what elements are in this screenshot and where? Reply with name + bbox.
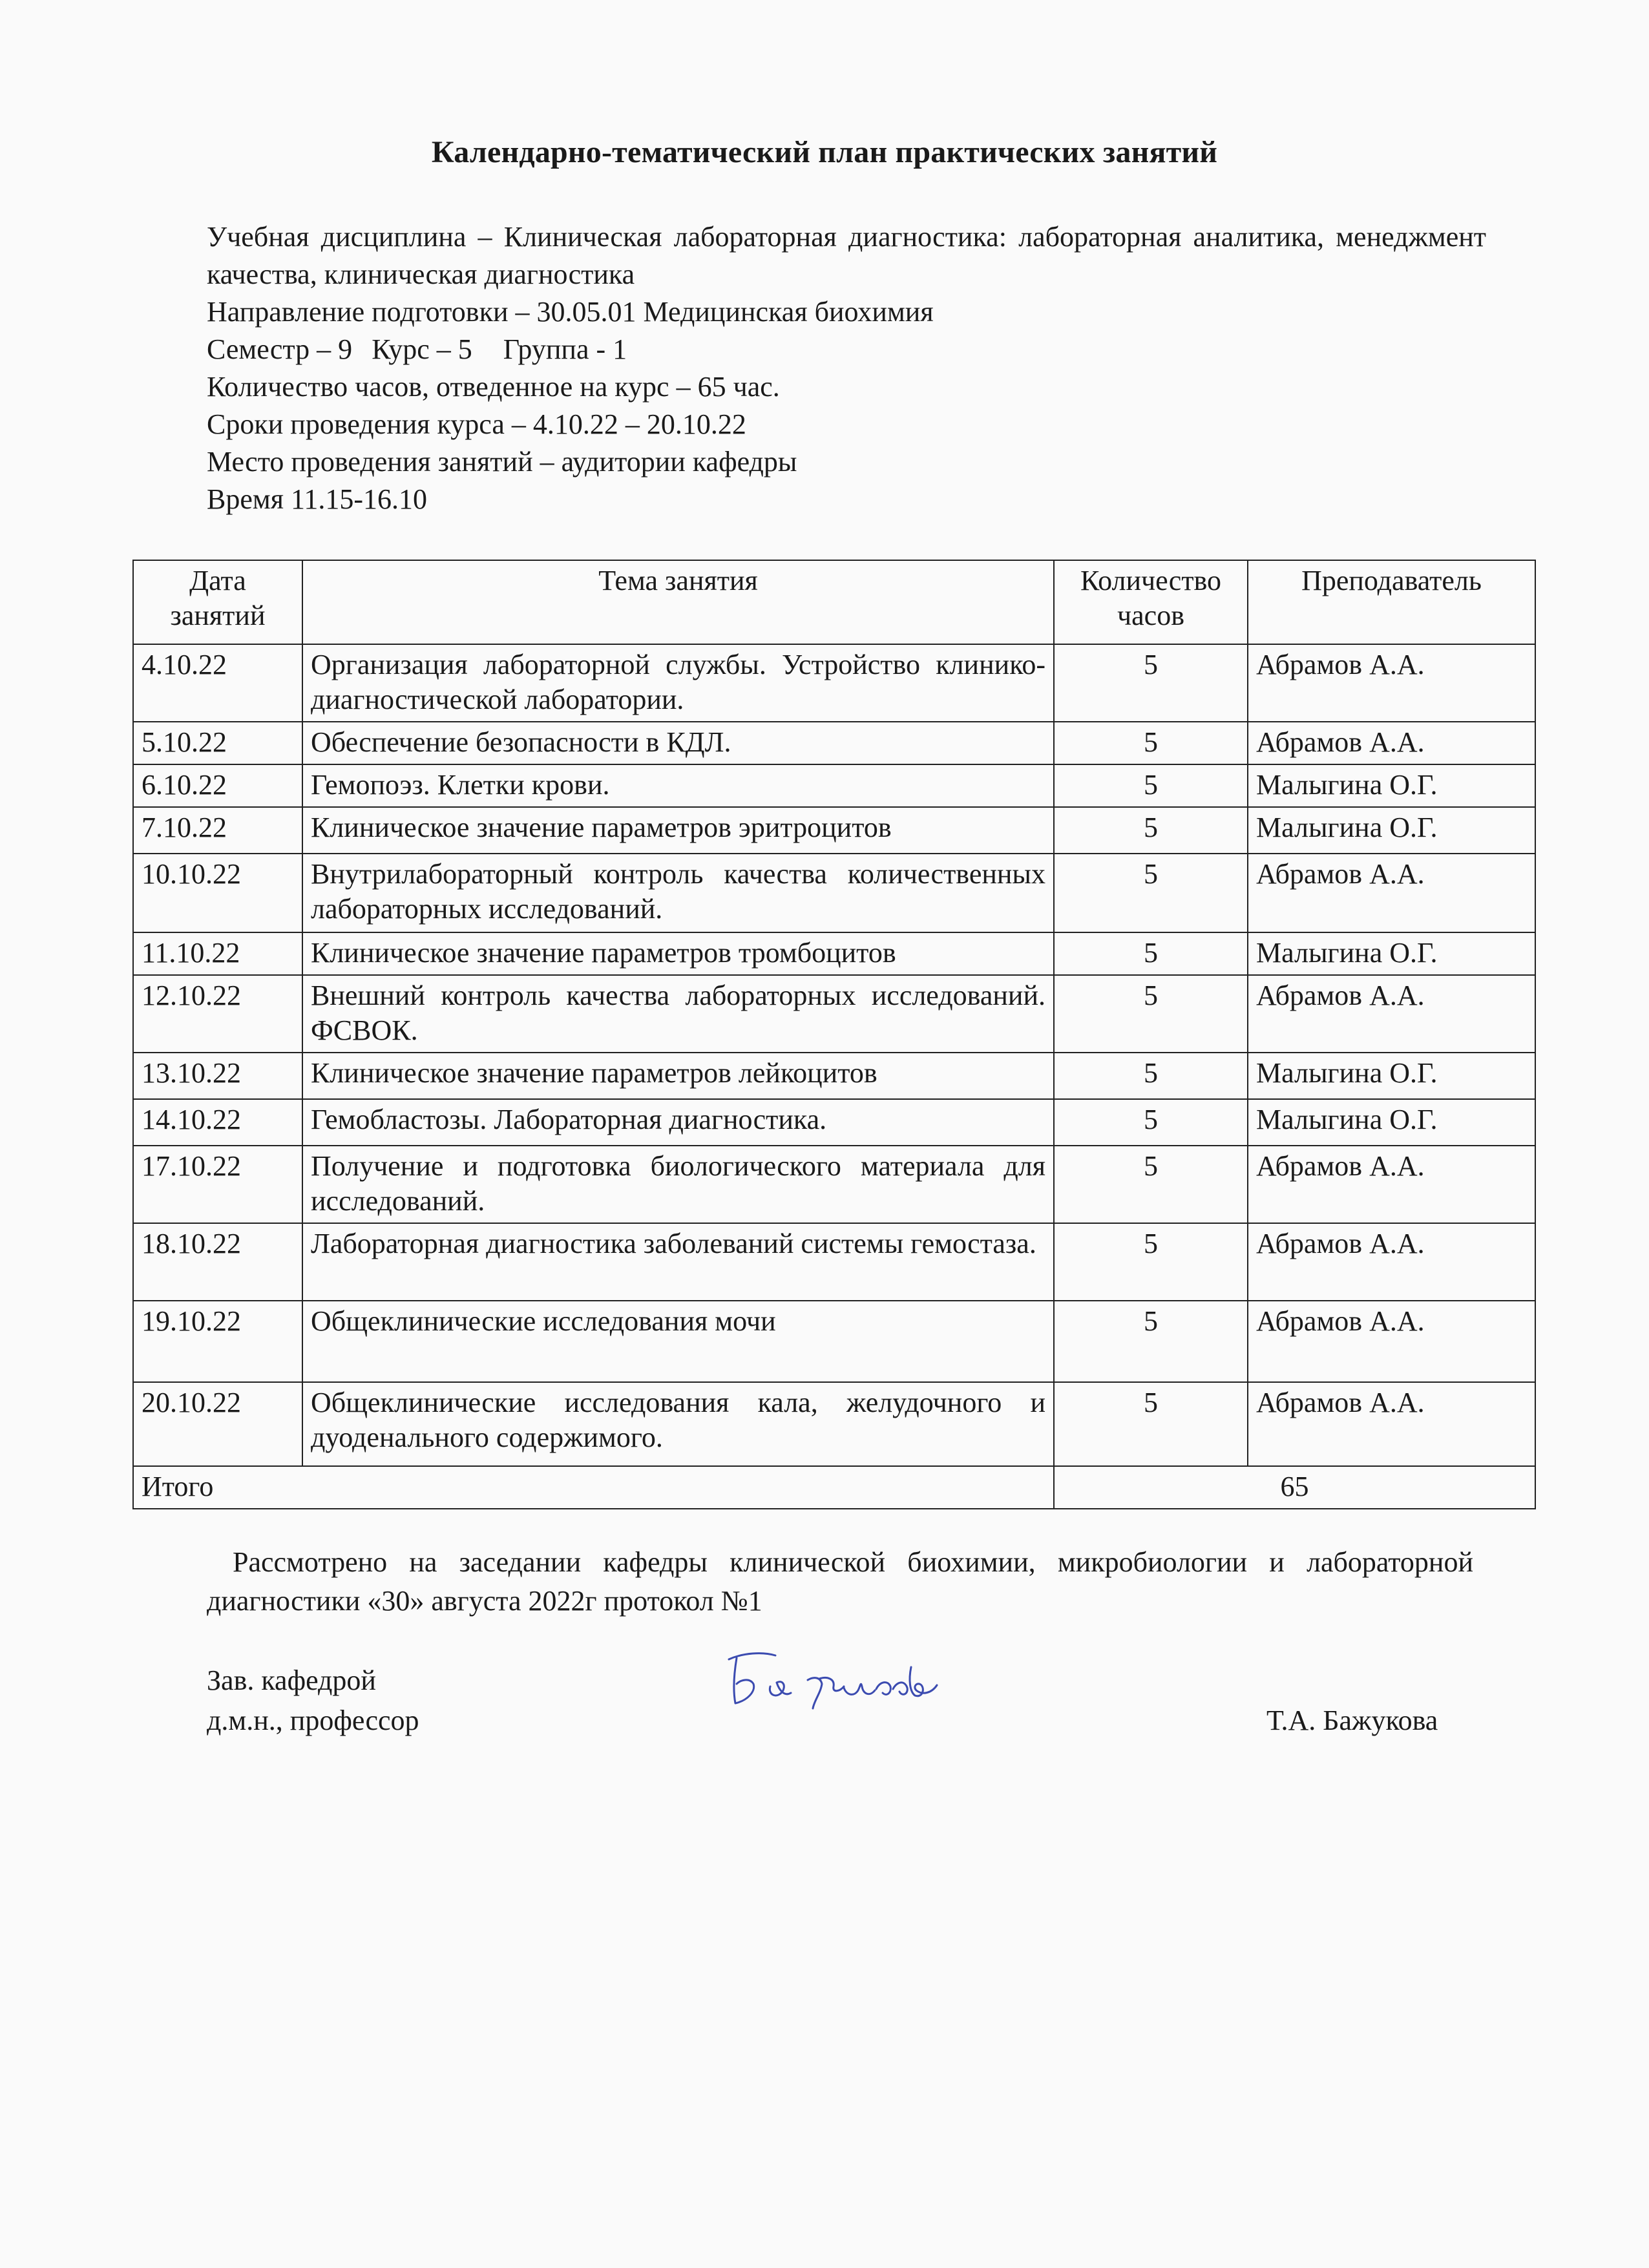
cell-hours: 5 [1054, 1146, 1248, 1223]
cell-hours: 5 [1054, 932, 1248, 975]
cell-topic: Общеклинические исследования мочи [302, 1301, 1054, 1382]
table-row [133, 1146, 1535, 1223]
table-row [133, 1382, 1535, 1466]
cell-date: 20.10.22 [133, 1382, 302, 1466]
table-row [133, 854, 1535, 932]
cell-topic: Гемопоэз. Клетки крови. [302, 764, 1054, 807]
approval-note: Рассмотрено на заседании кафедры клинической биохимии, микробиологии и лабораторной диагностики «30» августа 2022г протокол №1 [207, 1546, 1473, 1617]
cell-topic: Внешний контроль качества лабораторных исследований. ФСВОК. [302, 975, 1054, 1053]
table-row [133, 932, 1535, 975]
cell-date: 14.10.22 [133, 1099, 302, 1146]
total-value: 65 [1054, 1466, 1535, 1509]
cell-topic: Внутрилабораторный контроль качества количественных лабораторных исследований. [302, 854, 1054, 932]
semester-value: Семестр – 9 [207, 333, 353, 365]
document-title: Календарно-тематический план практических занятий [431, 135, 1218, 169]
table-row [133, 1099, 1535, 1146]
cell-topic: Лабораторная диагностика заболеваний системы гемостаза. [302, 1223, 1054, 1301]
discipline-line: Учебная дисциплина – Клиническая лабораторная диагностика: лабораторная аналитика, менеджмент качества, клиническая диагностика [207, 221, 1486, 290]
header-teacher: Преподаватель [1248, 560, 1535, 644]
direction-line: Направление подготовки – 30.05.01 Медицинская биохимия [207, 296, 934, 328]
signatory-name: Т.А. Бажукова [1266, 1705, 1438, 1736]
cell-date: 11.10.22 [133, 932, 302, 975]
header-topic: Тема занятия [302, 560, 1054, 644]
cell-teacher: Абрамов А.А. [1248, 1301, 1535, 1382]
table-row [133, 807, 1535, 854]
hours-line: Количество часов, отведенное на курс – 65 час. [207, 371, 780, 403]
cell-hours: 5 [1054, 764, 1248, 807]
table-row [133, 1053, 1535, 1099]
cell-topic: Гемобластозы. Лабораторная диагностика. [302, 1099, 1054, 1146]
cell-date: 5.10.22 [133, 722, 302, 764]
cell-teacher: Абрамов А.А. [1248, 644, 1535, 722]
cell-teacher: Малыгина О.Г. [1248, 807, 1535, 854]
cell-teacher: Малыгина О.Г. [1248, 1099, 1535, 1146]
cell-topic: Клиническое значение параметров эритроцитов [302, 807, 1054, 854]
cell-date: 17.10.22 [133, 1146, 302, 1223]
cell-hours: 5 [1054, 644, 1248, 722]
cell-topic: Клиническое значение параметров тромбоцитов [302, 932, 1054, 975]
cell-date: 12.10.22 [133, 975, 302, 1053]
cell-teacher: Абрамов А.А. [1248, 854, 1535, 932]
cell-topic: Обеспечение безопасности в КДЛ. [302, 722, 1054, 764]
position-line-1: Зав. кафедрой [207, 1664, 376, 1696]
course-info [207, 218, 1486, 518]
cell-hours: 5 [1054, 807, 1248, 854]
cell-topic: Общеклинические исследования кала, желудочного и дуоденального содержимого. [302, 1382, 1054, 1466]
cell-teacher: Малыгина О.Г. [1248, 932, 1535, 975]
header-date: Дата занятий [133, 560, 302, 644]
group-value: Группа - 1 [503, 333, 627, 365]
table-row [133, 644, 1535, 722]
table-row [133, 1223, 1535, 1301]
cell-hours: 5 [1054, 1301, 1248, 1382]
cell-teacher: Малыгина О.Г. [1248, 1053, 1535, 1099]
position-line-2: д.м.н., профессор [207, 1705, 419, 1736]
table-row [133, 975, 1535, 1053]
cell-teacher: Абрамов А.А. [1248, 1382, 1535, 1466]
cell-hours: 5 [1054, 1053, 1248, 1099]
cell-hours: 5 [1054, 1099, 1248, 1146]
table-total-row [133, 1466, 1535, 1509]
cell-date: 7.10.22 [133, 807, 302, 854]
cell-date: 4.10.22 [133, 644, 302, 722]
cell-hours: 5 [1054, 1382, 1248, 1466]
cell-date: 6.10.22 [133, 764, 302, 807]
cell-topic: Получение и подготовка биологического материала для исследований. [302, 1146, 1054, 1223]
cell-date: 10.10.22 [133, 854, 302, 932]
cell-date: 13.10.22 [133, 1053, 302, 1099]
header-hours: Количество часов [1054, 560, 1248, 644]
course-value: Курс – 5 [372, 333, 472, 365]
handwritten-signature [717, 1641, 963, 1719]
cell-teacher: Абрамов А.А. [1248, 722, 1535, 764]
cell-teacher: Абрамов А.А. [1248, 1223, 1535, 1301]
signatory-position [207, 1661, 419, 1741]
cell-teacher: Малыгина О.Г. [1248, 764, 1535, 807]
place-line: Место проведения занятий – аудитории кафедры [207, 446, 797, 478]
total-label: Итого [133, 1466, 1054, 1509]
cell-date: 18.10.22 [133, 1223, 302, 1301]
table-row [133, 722, 1535, 764]
cell-date: 19.10.22 [133, 1301, 302, 1382]
semester-line [207, 331, 1486, 368]
dates-line: Сроки проведения курса – 4.10.22 – 20.10.22 [207, 408, 746, 440]
table-header-row [133, 560, 1535, 644]
cell-hours: 5 [1054, 722, 1248, 764]
cell-topic: Клиническое значение параметров лейкоцитов [302, 1053, 1054, 1099]
cell-topic: Организация лабораторной службы. Устройство клинико-диагностической лаборатории. [302, 644, 1054, 722]
cell-teacher: Абрамов А.А. [1248, 1146, 1535, 1223]
cell-hours: 5 [1054, 1223, 1248, 1301]
cell-hours: 5 [1054, 854, 1248, 932]
cell-teacher: Абрамов А.А. [1248, 975, 1535, 1053]
cell-hours: 5 [1054, 975, 1248, 1053]
time-line: Время 11.15-16.10 [207, 483, 427, 515]
table-row [133, 764, 1535, 807]
schedule-table [132, 560, 1536, 1509]
table-row [133, 1301, 1535, 1382]
